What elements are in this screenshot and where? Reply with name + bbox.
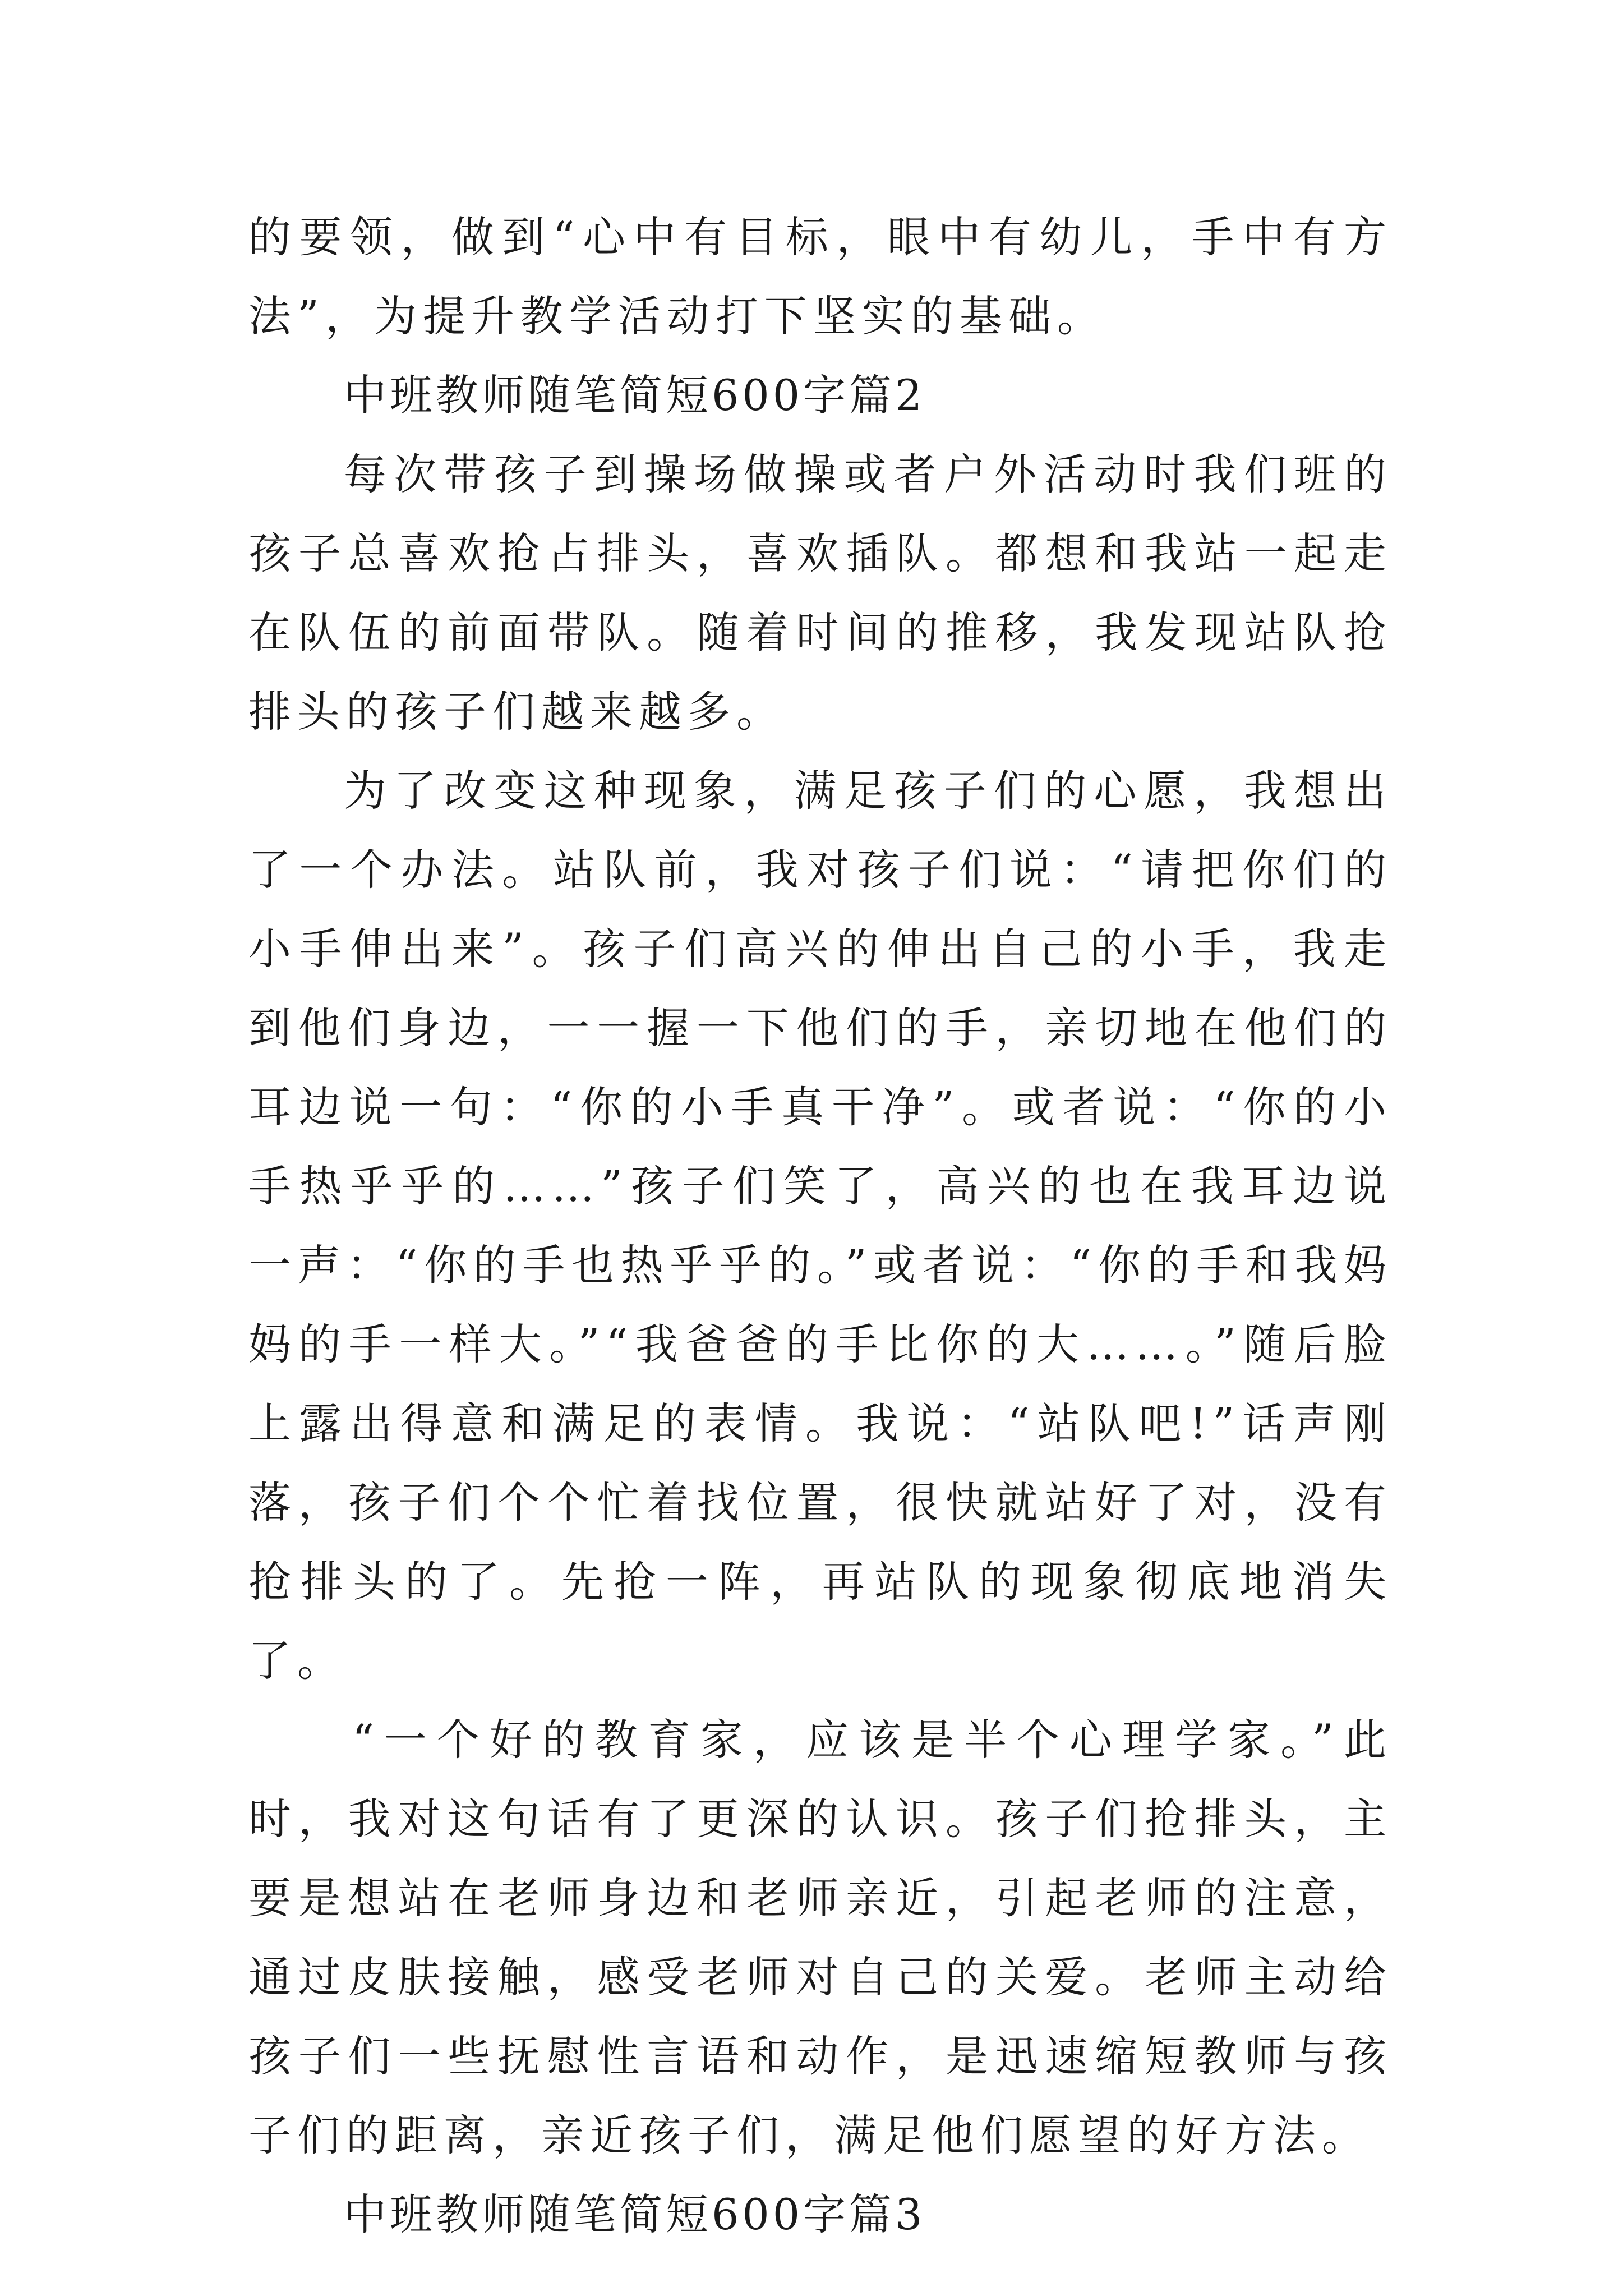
section-heading-2: 中班教师随笔简短600字篇2 bbox=[344, 370, 926, 420]
document-body bbox=[248, 197, 1393, 2254]
paragraph-queue-observation: 每次带孩子到操场做操或者户外活动时我们班的孩子总喜欢抢占排头，喜欢插队。都想和我站一起走在队伍的前面带队。随着时间的推移，我发现站队抢排头的孩子们越来越多。 bbox=[248, 449, 1393, 737]
paragraph-continuation: 的要领，做到“心中有目标，眼中有幼儿，手中有方法”，为提升教学活动打下坚实的基础。 bbox=[248, 212, 1393, 341]
paragraph-handshake-method: 为了改变这种现象，满足孩子们的心愿，我想出了一个办法。站队前，我对孩子们说：“请把你们的小手伸出来”。孩子们高兴的伸出自己的小手，我走到他们身边，一一握一下他们的手，亲切地在他们的耳边说一句：“你的小手真干净”。或者说：“你的小手热乎乎的……”孩子们笑了，高兴的也在我耳边说一声：“你的手也热乎乎的。”或者说：“你的手和我妈妈的手一样大。”“我爸爸的手比你的大……。”随后脸上露出得意和满足的表情。我说：“站队吧!”话声刚落，孩子们个个忙着找位置，很快就站好了对，没有抢排头的了。先抢一阵，再站队的现象彻底地消失了。 bbox=[248, 766, 1393, 1686]
section-heading-3: 中班教师随笔简短600字篇3 bbox=[344, 2189, 926, 2239]
paragraph-reflection: “一个好的教育家，应该是半个心理学家。”此时，我对这句话有了更深的认识。孩子们抢排头，主要是想站在老师身边和老师亲近，引起老师的注意，通过皮肤接触，感受老师对自己的关爱。老师主动给孩子们一些抚慰性言语和动作，是迅速缩短教师与孩子们的距离，亲近孩子们，满足他们愿望的好方法。 bbox=[248, 1715, 1393, 2160]
